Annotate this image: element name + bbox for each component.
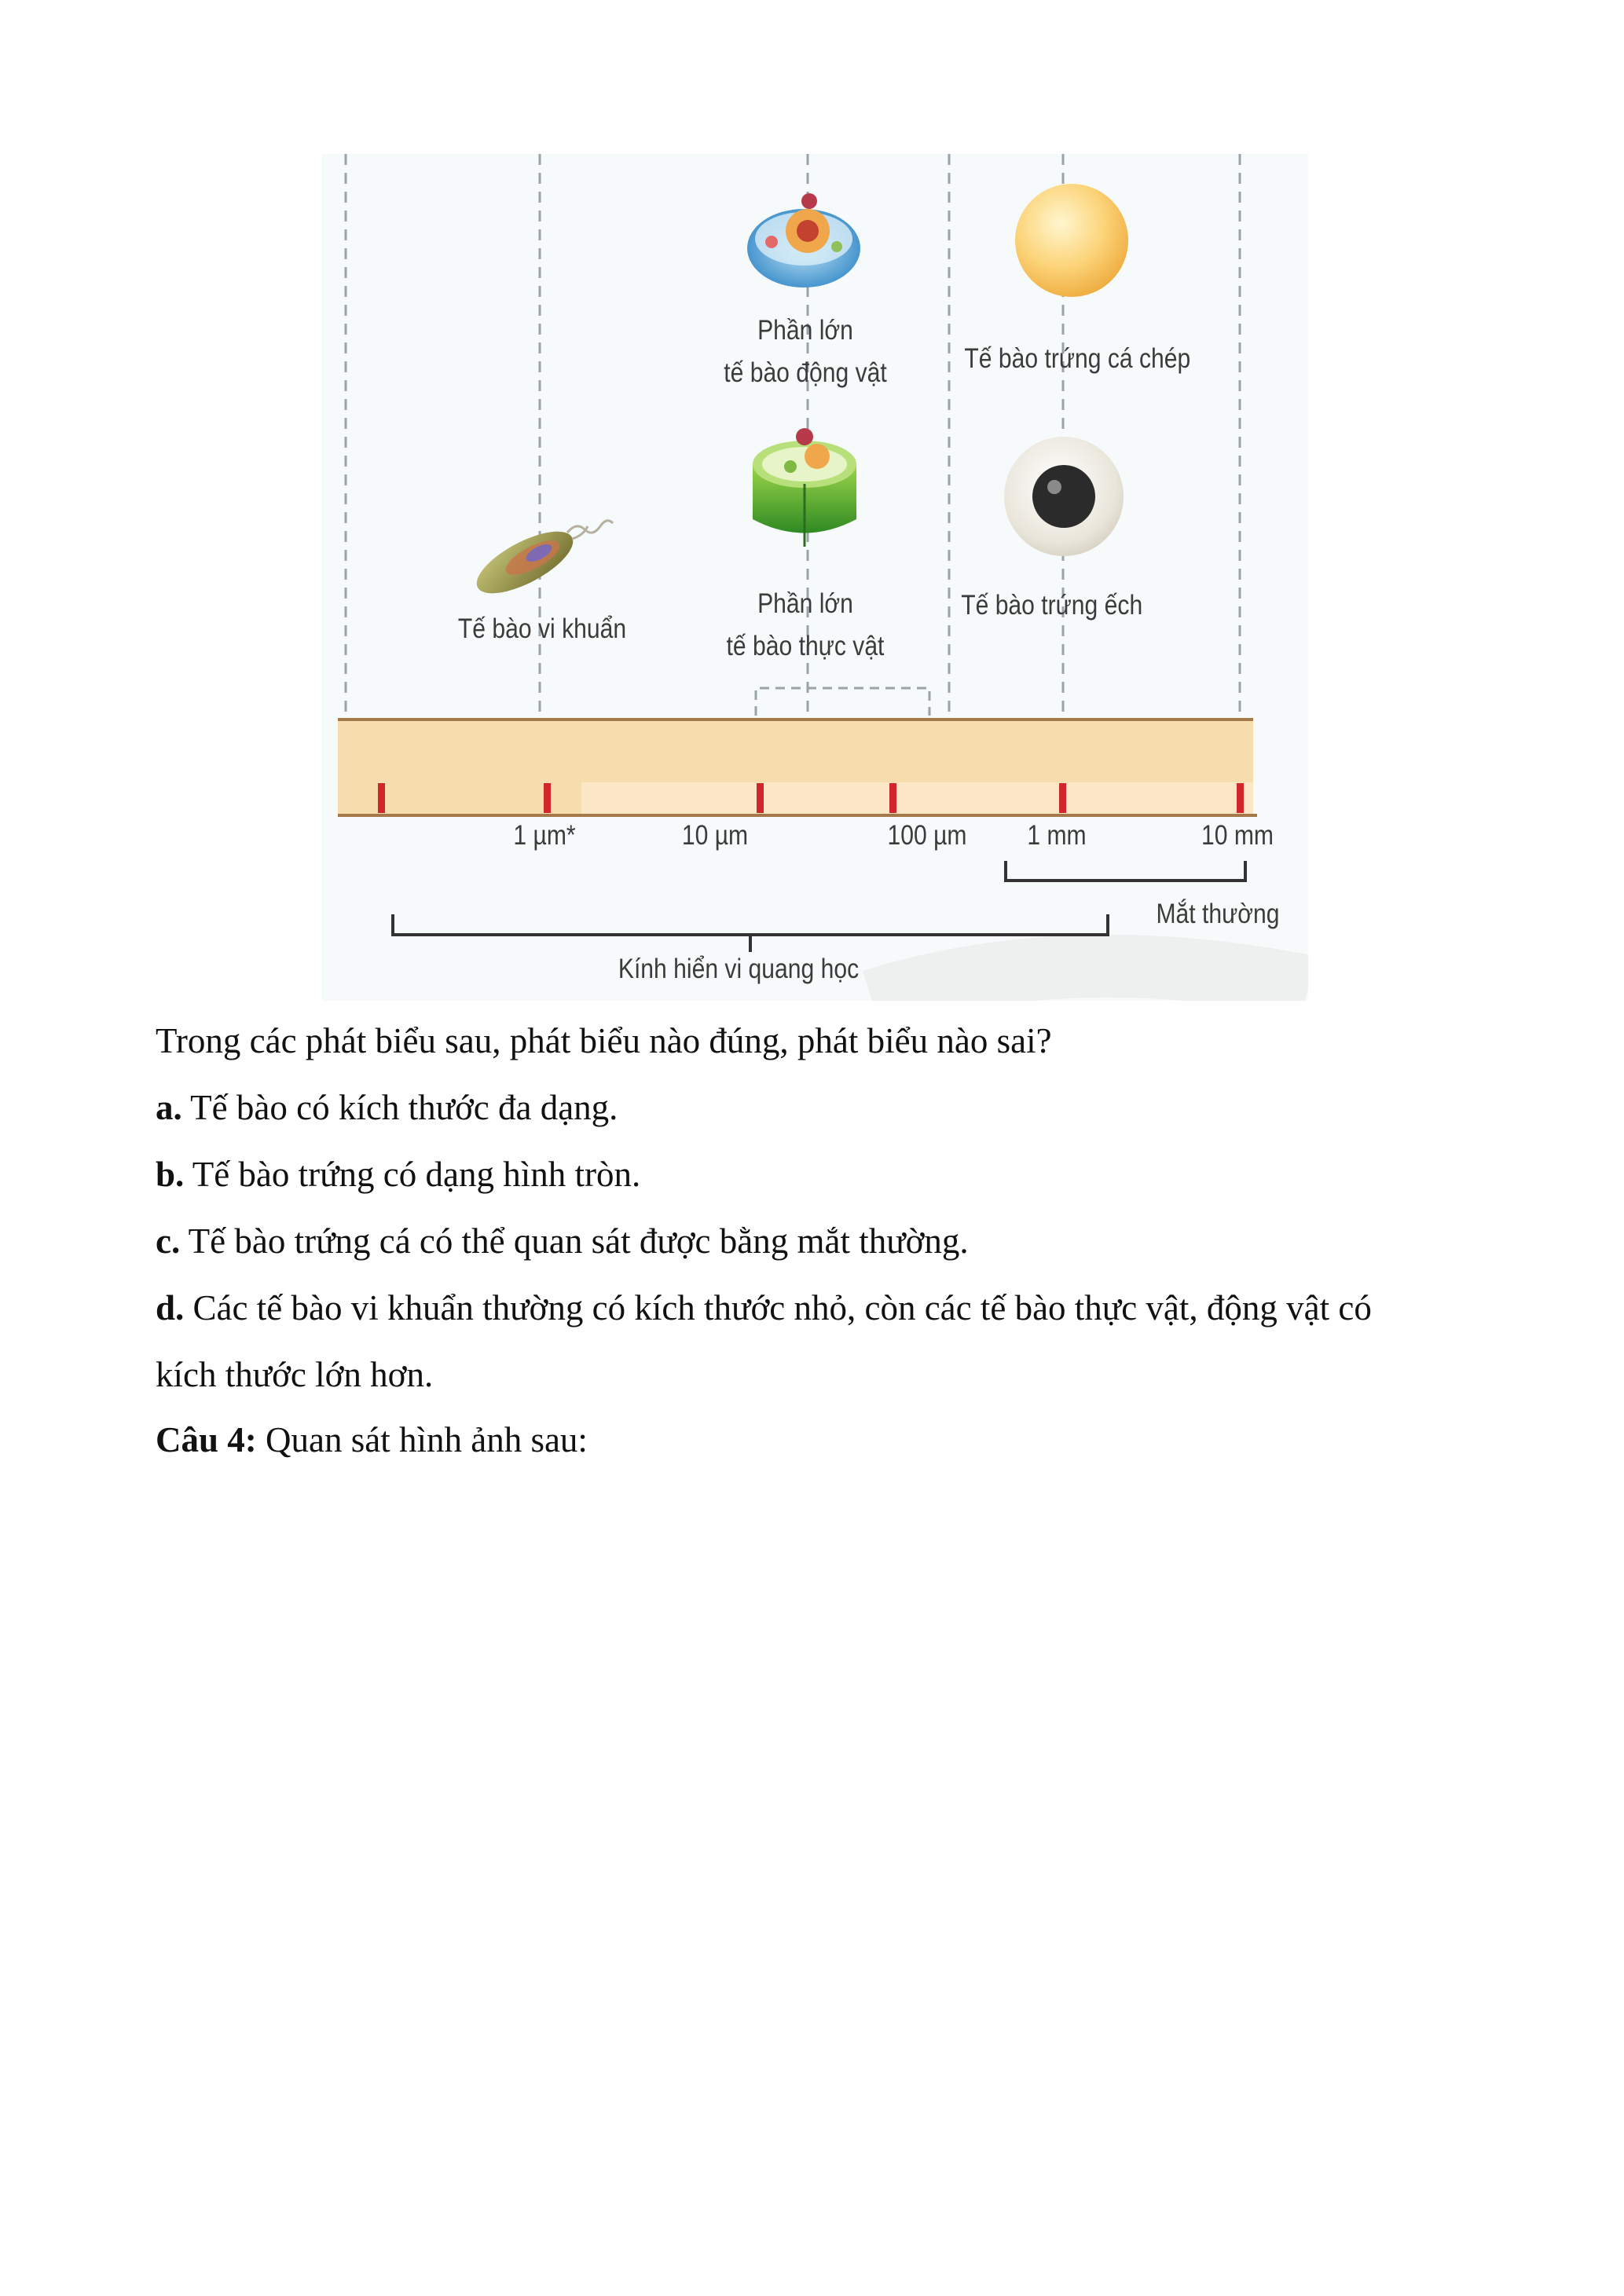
statement-d-continuation: kích thước lớn hơn. [156,1355,434,1394]
frog-egg-label: Tế bào trứng ếch [961,590,1143,621]
tick-label-10um: 10 µm [681,820,749,851]
naked-eye-bracket [1006,861,1245,881]
carp-egg-label: Tế bào trứng cá chép [964,343,1191,374]
plant-range-bracket [756,688,929,716]
background-arc [872,966,1308,1001]
animal-cell-label-line2: tế bào động vật [724,357,887,388]
plant-cell-icon [753,428,856,547]
animal-cell-label-line1: Phần lớn [757,315,853,346]
plant-cell-label-line1: Phần lớn [757,588,853,619]
statement-d-text: Các tế bào vi khuẩn thường có kích thước nhỏ, còn các tế bào thực vật, động vật có [184,1288,1372,1327]
next-question-label: Câu 4: [156,1420,257,1459]
naked-eye-label: Mắt thường [1156,899,1280,929]
statement-a [156,1084,618,1131]
statement-b [156,1151,640,1198]
frog-egg-icon [1004,437,1124,556]
statement-c-text: Tế bào trứng cá có thể quan sát được bằng mắt thường. [180,1221,969,1261]
statement-b-text: Tế bào trứng có dạng hình tròn. [184,1155,641,1194]
next-question [156,1416,588,1463]
statement-b-letter: b. [156,1155,185,1194]
next-question-text: Quan sát hình ảnh sau: [256,1420,588,1459]
microscope-label: Kính hiển vi quang học [618,954,860,984]
microscope-bracket [393,914,1108,935]
animal-cell-icon [747,193,860,287]
question-prompt: Trong các phát biểu sau, phát biểu nào đúng, phát biểu nào sai? [156,1021,1052,1060]
statement-d [156,1284,1372,1331]
animal-cell-label [714,309,896,394]
statement-c-letter: c. [156,1221,181,1261]
tick-label-1um: 1 µm* [513,820,576,851]
tick-label-1mm: 1 mm [1027,820,1087,851]
statement-a-letter: a. [156,1088,182,1127]
tick-label-100um: 100 µm [887,820,967,851]
figure-graphics [322,154,1308,1001]
cell-size-figure [322,154,1308,1001]
carp-egg-icon [1015,184,1128,297]
statement-d-letter: d. [156,1288,185,1327]
plant-cell-label-line2: tế bào thực vật [726,631,885,661]
plant-cell-label [714,583,896,668]
tick-label-10mm: 10 mm [1201,820,1274,851]
statement-a-text: Tế bào có kích thước đa dạng. [181,1088,618,1127]
statement-c [156,1218,969,1265]
bacteria-label: Tế bào vi khuẩn [457,613,627,644]
